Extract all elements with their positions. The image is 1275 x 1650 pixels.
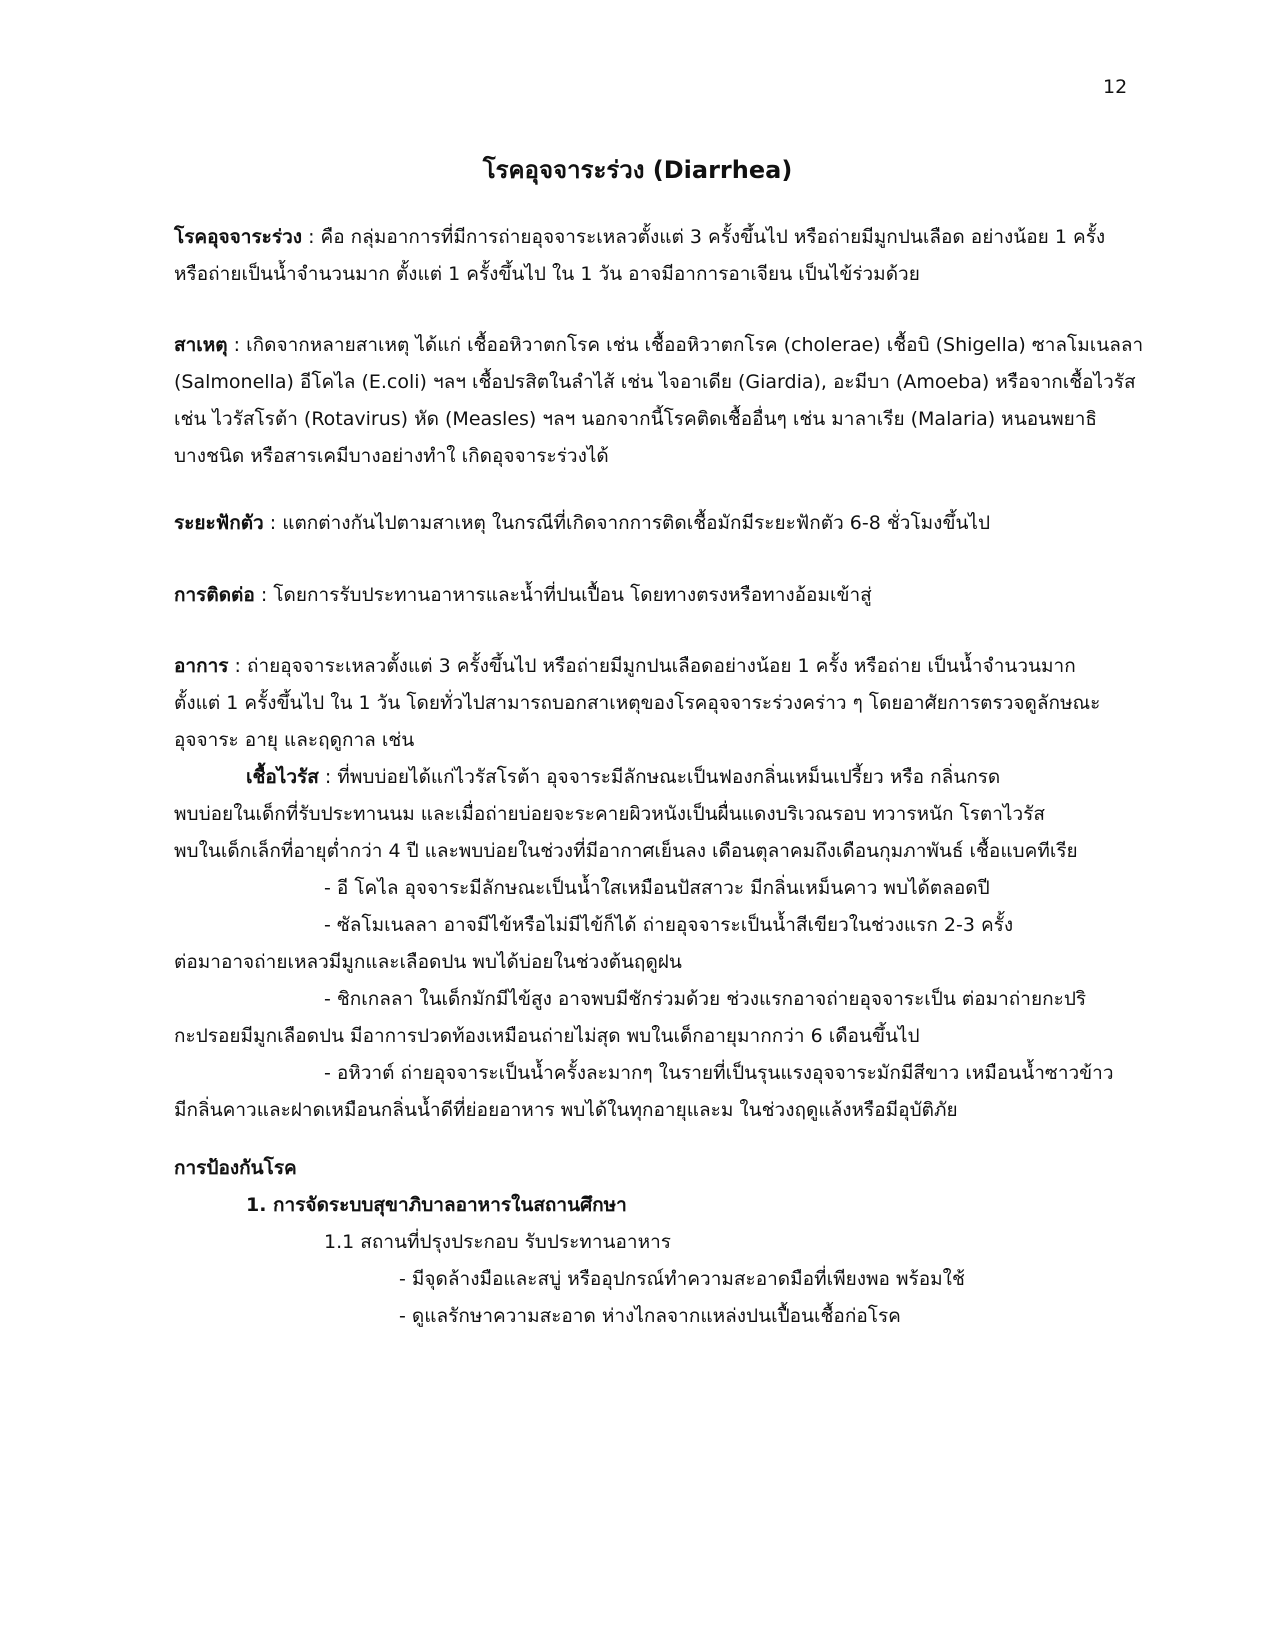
virus-line: พบบ่อยในเด็กที่รับประทานนม และเมื่อถ่ายบ่อยจะระคายผิวหนังเป็นผื่นแดงบริเวณรอบ ทวารหนัก โรตาไวรัส <box>174 803 1045 825</box>
prevention-bullet: - มีจุดล้างมือและสบู่ หรืออุปกรณ์ทำความสะอาดมือที่เพียงพอ พร้อมใช้ <box>399 1268 965 1290</box>
transmission-section <box>174 577 1184 614</box>
cholera-line: - อหิวาต์ ถ่ายอุจจาระเป็นน้ำครั้งละมากๆ ในรายที่เป็นรุนแรงอุจจาระมักมีสีขาว เหมือนน้ำซาวข้าว <box>324 1062 1114 1084</box>
definition-text: : คือ กลุ่มอาการที่มีการถ่ายอุจจาระเหลวตั้งแต่ 3 ครั้งขึ้นไป หรือถ่ายมีมูกปนเลือด อย่างน้อย 1 ครั้ง <box>302 226 1106 248</box>
definition-line <box>174 219 1184 256</box>
cause-text: : เกิดจากหลายสาเหตุ ได้แก่ เชื้ออหิวาตกโรค เช่น เชื้ออหิวาตกโรค (cholerae) เชื้อบิ (Shigella) ซาลโมเนลลา <box>227 334 1144 356</box>
page-number: 12 <box>1103 76 1128 98</box>
symptoms-text: : ถ่ายอุจจาระเหลวตั้งแต่ 3 ครั้งขึ้นไป หรือถ่ายมีมูกปนเลือดอย่างน้อย 1 ครั้ง หรือถ่าย เป็นน้ำจำนวนมาก <box>228 655 1076 677</box>
shigella-line: กะปรอยมีมูกเลือดปน มีอาการปวดท้องเหมือนถ่ายไม่สุด พบในเด็กอายุมากกว่า 6 เดือนขึ้นไป <box>174 1025 920 1047</box>
symptoms-line: อุจจาระ อายุ และฤดูกาล เช่น <box>174 729 415 751</box>
salmonella-line: - ซัลโมเนลลา อาจมีไข้หรือไม่มีไข้ก็ได้ ถ่ายอุจจาระเป็นน้ำสีเขียวในช่วงแรก 2-3 ครั้ง <box>324 914 1014 936</box>
cause-line: บางชนิด หรือสารเคมีบางอย่างทำใ เกิดอุจจาระร่วงได้ <box>174 445 609 467</box>
cause-line: (Salmonella) อีโคไล (E.coli) ฯลฯ เชื้อปรสิตในลำไส้ เช่น ไจอาเดีย (Giardia), อะมีบา (Amoeba) หรือจากเชื้อไวรัส <box>174 371 1136 393</box>
symptoms-line: ตั้งแต่ 1 ครั้งขึ้นไป ใน 1 วัน โดยทั่วไปสามารถบอกสาเหตุของโรคอุจจาระร่วงคร่าว ๆ โดยอาศัยการตรวจดูลักษณะ <box>174 692 1101 714</box>
transmission-term: การติดต่อ <box>174 584 255 606</box>
virus-line <box>174 759 1184 796</box>
cause-section <box>174 327 1184 475</box>
symptoms-section <box>174 648 1184 1129</box>
virus-line: พบในเด็กเล็กที่อายุต่ำกว่า 4 ปี และพบบ่อยในช่วงที่มีอากาศเย็นลง เดือนตุลาคมถึงเดือนกุมภาพันธ์ เชื้อแบคทีเรีย <box>174 840 1078 862</box>
cause-term: สาเหตุ <box>174 334 228 356</box>
symptoms-line <box>174 648 1184 685</box>
prevention-section <box>174 1150 1184 1335</box>
virus-text: : ที่พบบ่อยได้แก่ไวรัสโรต้า อุจจาระมีลักษณะเป็นฟองกลิ่นเหม็นเปรี้ยว หรือ กลิ่นกรด <box>318 766 1001 788</box>
cause-line: เช่น ไวรัสโรต้า (Rotavirus) หัด (Measles) ฯลฯ นอกจากนี้โรคติดเชื้ออื่นๆ เช่น มาลาเรีย (Malaria) หนอนพยาธิ <box>174 408 1098 430</box>
definition-term: โรคอุจจาระร่วง <box>174 226 303 248</box>
prevention-item: 1. การจัดระบบสุขาภิบาลอาหารในสถานศึกษา <box>246 1194 627 1216</box>
document-title: โรคอุจจาระร่วง (Diarrhea) <box>482 156 793 184</box>
salmonella-line: ต่อมาอาจถ่ายเหลวมีมูกและเลือดปน พบได้บ่อยในช่วงต้นฤดูฝน <box>174 951 682 973</box>
incubation-term: ระยะฟักตัว <box>174 512 264 534</box>
prevention-subitem: 1.1 สถานที่ปรุงประกอบ รับประทานอาหาร <box>324 1231 671 1253</box>
incubation-line <box>174 505 1184 542</box>
transmission-text: : โดยการรับประทานอาหารและน้ำที่ปนเปื้อน โดยทางตรงหรือทางอ้อมเข้าสู่ <box>254 584 872 606</box>
cholera-line: มีกลิ่นคาวและฝาดเหมือนกลิ่นน้ำดีที่ย่อยอาหาร พบได้ในทุกอายุและม ในช่วงฤดูแล้งหรือมีอุบัติภัย <box>174 1099 958 1121</box>
prevention-bullet: - ดูแลรักษาความสะอาด ห่างไกลจากแหล่งปนเปื้อนเชื้อก่อโรค <box>399 1305 901 1327</box>
cause-line <box>174 327 1184 364</box>
transmission-line <box>174 577 1184 614</box>
shigella-line: - ชิกเกลลา ในเด็กมักมีไข้สูง อาจพบมีชักร่วมด้วย ช่วงแรกอาจถ่ายอุจจาระเป็น ต่อมาถ่ายกะปริ <box>324 988 1087 1010</box>
definition-line: หรือถ่ายเป็นน้ำจำนวนมาก ตั้งแต่ 1 ครั้งขึ้นไป ใน 1 วัน อาจมีอาการอาเจียน เป็นไข้ร่วมด้วย <box>174 263 920 285</box>
virus-term: เชื้อไวรัส <box>246 766 319 788</box>
symptoms-term: อาการ <box>174 655 229 677</box>
incubation-text: : แตกต่างกันไปตามสาเหตุ ในกรณีที่เกิดจากการติดเชื้อมักมีระยะฟักตัว 6-8 ชั่วโมงขึ้นไป <box>263 512 991 534</box>
incubation-section <box>174 505 1184 542</box>
prevention-heading: การป้องกันโรค <box>174 1157 297 1179</box>
ecoli-line: - อี โคไล อุจจาระมีลักษณะเป็นน้ำใสเหมือนปัสสาวะ มีกลิ่นเหม็นคาว พบได้ตลอดปี <box>324 877 990 899</box>
definition-section <box>174 219 1184 293</box>
